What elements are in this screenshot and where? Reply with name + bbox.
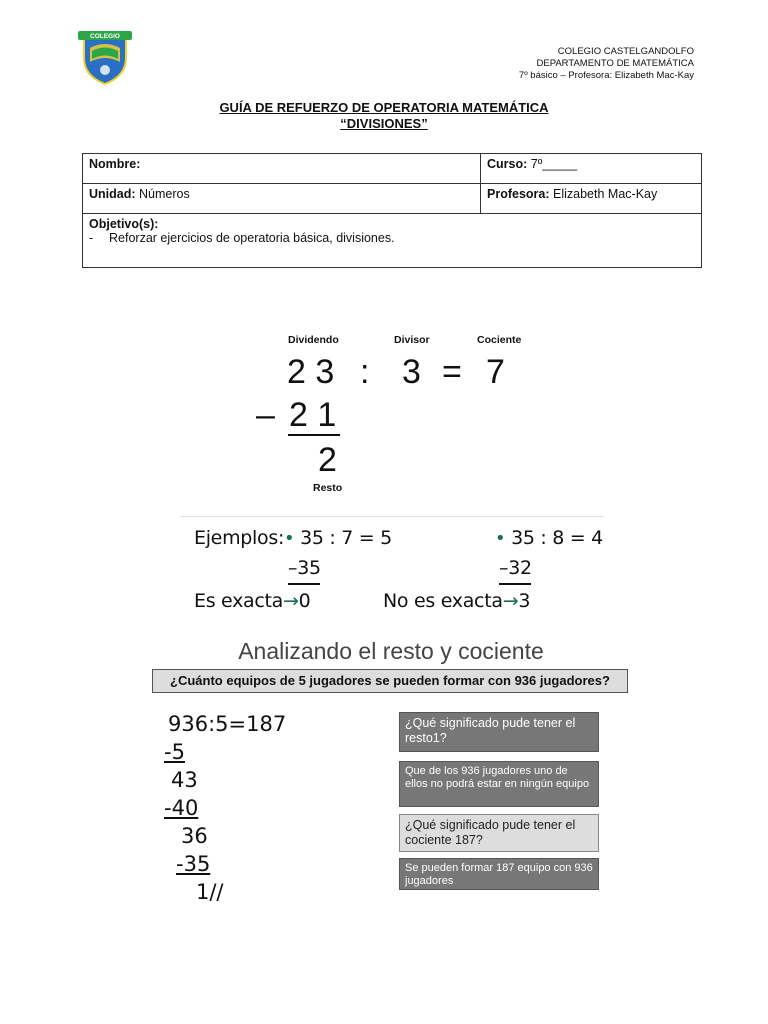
unit-cell — [83, 184, 481, 214]
teacher-cell — [481, 184, 702, 214]
work-line-2: -5 — [164, 740, 185, 764]
objective-bullet: - — [89, 231, 94, 245]
work-line-7: 1// — [196, 880, 224, 904]
subtraction-rule — [288, 434, 340, 436]
work-line-4: -40 — [164, 796, 199, 820]
example-2-operation-text: 35 : 8 = 4 — [511, 527, 603, 549]
name-cell[interactable] — [83, 154, 481, 184]
name-label: Nombre: — [89, 157, 141, 171]
remainder-question-box: ¿Qué significado pude tener el resto1? — [399, 712, 599, 752]
example-2-result-text: No es exacta — [383, 590, 503, 612]
work-line-6: -35 — [176, 852, 211, 876]
unit-value: Números — [139, 187, 190, 201]
analysis-question: ¿Cuánto equipos de 5 jugadores se pueden formar con 936 jugadores? — [152, 669, 628, 693]
colon-sign: : — [360, 353, 370, 391]
quotient-answer-box: Se pueden formar 187 equipo con 936 jugadores — [399, 858, 599, 890]
example-2-operation — [495, 527, 603, 549]
course-teacher-line: 7º básico – Profesora: Elizabeth Mac-Kay — [518, 70, 694, 81]
example-2-rule — [499, 583, 531, 585]
school-name: COLEGIO CASTELGANDOLFO — [557, 46, 694, 57]
dividend-label: Dividendo — [288, 334, 339, 346]
quotient-label: Cociente — [477, 334, 522, 346]
example-1-operation — [284, 527, 392, 549]
example-1-remainder: 0 — [298, 590, 311, 612]
bullet-dot-icon: • — [284, 528, 295, 549]
logo-banner-text: COLEGIO — [90, 33, 120, 40]
remainder-value: 2 — [318, 441, 337, 479]
objective-label: Objetivo(s): — [89, 217, 159, 231]
examples-divider — [180, 516, 604, 517]
example-2-remainder: 3 — [518, 590, 531, 612]
example-2-result — [383, 590, 530, 612]
work-line-5: 36 — [181, 824, 208, 848]
example-1-rule — [288, 583, 320, 585]
course-value: 7º_____ — [530, 157, 578, 171]
equals-sign: = — [442, 353, 462, 391]
title-line-1: GUÍA DE REFUERZO DE OPERATORIA MATEMÁTICA — [219, 100, 549, 115]
objective-cell — [83, 214, 702, 268]
school-header — [519, 46, 694, 82]
example-1-result-text: Es exacta — [194, 590, 284, 612]
work-line-3: 43 — [171, 768, 198, 792]
example-1-result — [194, 590, 310, 612]
bullet-dot-icon: • — [495, 528, 506, 549]
remainder-label: Resto — [313, 482, 343, 494]
course-label: Curso: — [487, 157, 528, 171]
unit-label: Unidad: — [89, 187, 136, 201]
quotient-question-box: ¿Qué significado pude tener el cociente 187? — [399, 814, 599, 852]
remainder-answer-box: Que de los 936 jugadores uno de ellos no podrá estar en ningún equipo — [399, 761, 599, 807]
example-1-operation-text: 35 : 7 = 5 — [300, 527, 392, 549]
arrow-right-icon: → — [283, 590, 299, 612]
quotient-value: 7 — [486, 353, 505, 391]
divisor-label: Divisor — [394, 334, 430, 346]
minus-sign: – — [256, 396, 275, 434]
dividend-value: 2 3 — [287, 353, 335, 391]
divisor-value: 3 — [402, 353, 421, 391]
school-logo — [76, 28, 134, 86]
objective-text: Reforzar ejercicios de operatoria básica, divisiones. — [109, 231, 395, 245]
title-line-2: “DIVISIONES” — [340, 116, 428, 131]
course-cell[interactable] — [481, 154, 702, 184]
department-name: DEPARTAMENTO DE MATEMÁTICA — [536, 58, 694, 69]
example-1-subtract: –35 — [288, 557, 321, 579]
analysis-title: Analizando el resto y cociente — [238, 638, 544, 664]
arrow-right-icon: → — [502, 590, 519, 612]
example-2-subtract: –32 — [499, 557, 532, 579]
work-line-1: 936:5=187 — [168, 712, 287, 736]
examples-label: Ejemplos: — [194, 527, 285, 549]
subtrahend-value: 2 1 — [289, 396, 337, 434]
teacher-value: Elizabeth Mac-Kay — [553, 187, 658, 201]
teacher-label: Profesora: — [487, 187, 550, 201]
student-info-table — [82, 153, 702, 268]
guide-title — [0, 100, 768, 132]
